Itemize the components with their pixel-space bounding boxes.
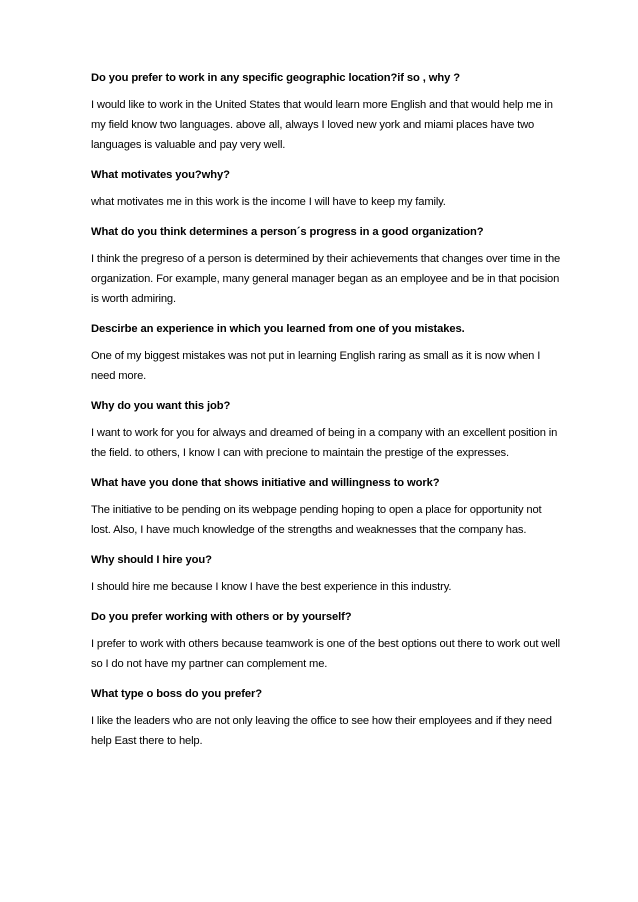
- answer-paragraph: The initiative to be pending on its webpage pending hoping to open a place for opportunity not lost. Also, I have much knowledge of the strengths and weaknesses that the company has.: [91, 504, 542, 536]
- question-heading: Do you prefer to work in any specific geographic location?if so , why ?: [91, 72, 460, 84]
- question-heading: Why should I hire you?: [91, 554, 212, 566]
- answer-paragraph: I would like to work in the United States that would learn more English and that would help me in my field know two languages. above all, always I loved new york and miami places have two languages is valuable and pay very well.: [91, 99, 553, 151]
- question-heading: What do you think determines a person´s progress in a good organization?: [91, 226, 484, 238]
- qa-item-initiative: [91, 475, 561, 540]
- answer-paragraph: I should hire me because I know I have the best experience in this industry.: [91, 581, 452, 593]
- qa-item-hire: [91, 552, 561, 597]
- question-heading: What have you done that shows initiative and willingness to work?: [91, 477, 440, 489]
- answer-paragraph: I think the pregreso of a person is determined by their achievements that changes over time in the organization. For example, many general manager began as an employee and be in that pocision is worth admiring.: [91, 253, 561, 305]
- question-heading: What type o boss do you prefer?: [91, 688, 262, 700]
- document-page: [91, 70, 561, 763]
- qa-item-why-job: [91, 398, 561, 463]
- answer-paragraph: I want to work for you for always and dreamed of being in a company with an excellent position in the field. to others, I know I can with precione to maintain the prestige of the expresses.: [91, 427, 558, 459]
- answer-paragraph: I like the leaders who are not only leaving the office to see how their employees and if they need help East there to help.: [91, 715, 552, 747]
- qa-item-progress: [91, 224, 561, 309]
- qa-item-teamwork: [91, 609, 561, 674]
- question-heading: What motivates you?why?: [91, 169, 230, 181]
- qa-item-mistakes: [91, 321, 561, 386]
- question-heading: Descirbe an experience in which you learned from one of you mistakes.: [91, 323, 465, 335]
- question-heading: Why do you want this job?: [91, 400, 231, 412]
- answer-paragraph: I prefer to work with others because teamwork is one of the best options out there to work out well so I do not have my partner can complement me.: [91, 638, 560, 670]
- qa-item-location: [91, 70, 561, 155]
- qa-item-boss: [91, 686, 561, 751]
- answer-paragraph: One of my biggest mistakes was not put in learning English raring as small as it is now when I need more.: [91, 350, 541, 382]
- question-heading: Do you prefer working with others or by yourself?: [91, 611, 352, 623]
- qa-item-motivation: [91, 167, 561, 212]
- answer-paragraph: what motivates me in this work is the income I will have to keep my family.: [91, 196, 446, 208]
